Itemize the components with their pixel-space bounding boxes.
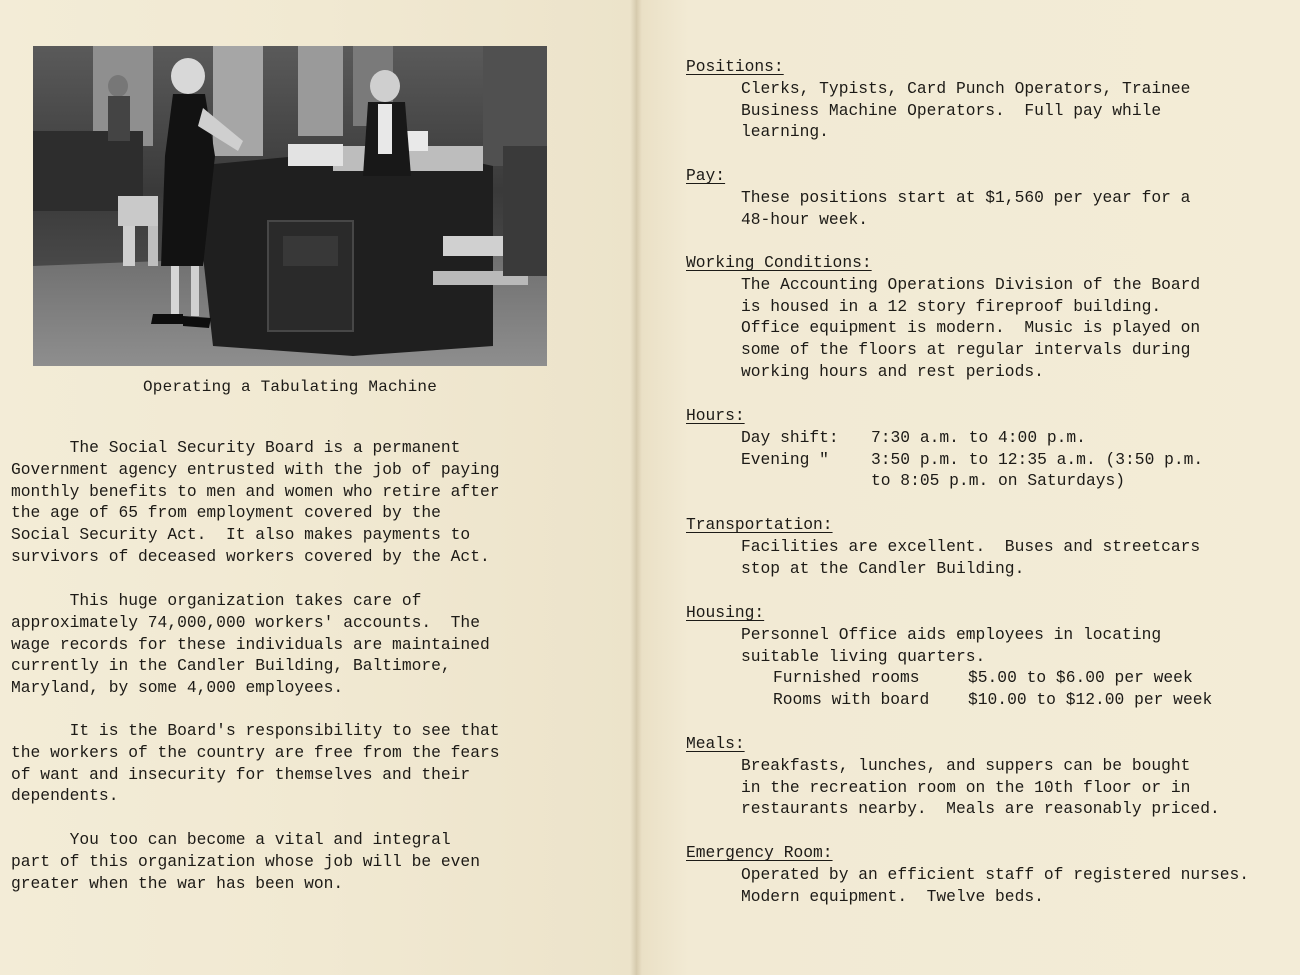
pay-text: These positions start at $1,560 per year for a 48-hour week. xyxy=(741,187,1191,229)
pay-heading: Pay: xyxy=(686,166,726,185)
furnished-rooms-rate: $5.00 to $6.00 per week xyxy=(968,668,1193,688)
housing-text: Personnel Office aids employees in locating suitable living quarters. xyxy=(741,624,1162,666)
center-fold xyxy=(630,0,642,975)
working-conditions-heading: Working Conditions: xyxy=(686,253,872,272)
housing-section xyxy=(686,602,1296,711)
positions-text: Clerks, Typists, Card Punch Operators, Trainee Business Machine Operators. Full pay while learning. xyxy=(741,78,1191,142)
left-page xyxy=(0,0,636,975)
housing-rates xyxy=(773,667,1296,711)
rooms-with-board-rate: $10.00 to $12.00 per week xyxy=(968,690,1213,710)
working-conditions-section xyxy=(686,252,1296,383)
positions-section xyxy=(686,56,1296,143)
tabulating-machine-photo xyxy=(33,46,547,366)
furnished-rooms-label: Furnished rooms xyxy=(773,668,920,688)
organization-paragraph: This huge organization takes care of approximately 74,000,000 workers' accounts. The wage records for these individuals are maintained currently in the Candler Building, Baltimore, Maryland, by some 4,000 employees. xyxy=(11,591,490,698)
transportation-section xyxy=(686,514,1296,579)
positions-heading: Positions: xyxy=(686,57,784,76)
hours-section xyxy=(686,405,1296,492)
day-shift-label: Day shift: xyxy=(741,427,839,447)
evening-shift-value: 3:50 p.m. to 12:35 a.m. (3:50 p.m. to 8:05 p.m. on Saturdays) xyxy=(871,449,1204,491)
working-conditions-text: The Accounting Operations Division of the Board is housed in a 12 story fireproof building. Office equipment is modern. Music is played on some of the floors at regular intervals during working hours and rest periods. xyxy=(741,274,1201,381)
emergency-room-section xyxy=(686,842,1296,907)
evening-shift-label: Evening " xyxy=(741,449,829,469)
hours-table xyxy=(741,427,1296,492)
housing-heading: Housing: xyxy=(686,603,765,622)
intro-paragraph: The Social Security Board is a permanent Government agency entrusted with the job of paying monthly benefits to men and women who retire after the age of 65 from employment covered by the Social Security Act. It also makes payments to survivors of deceased workers covered by the Act. xyxy=(11,438,500,566)
meals-text: Breakfasts, lunches, and suppers can be bought in the recreation room on the 10th floor or in restaurants nearby. Meals are reasonably priced. xyxy=(741,755,1220,819)
pay-section xyxy=(686,165,1296,230)
meals-heading: Meals: xyxy=(686,734,745,753)
invitation-paragraph: You too can become a vital and integral part of this organization whose job will be even greater when the war has been won. xyxy=(11,830,480,893)
hours-heading: Hours: xyxy=(686,406,745,425)
emergency-room-heading: Emergency Room: xyxy=(686,843,833,862)
responsibility-paragraph: It is the Board's responsibility to see that the workers of the country are free from the fears of want and insecurity for themselves and their dependents. xyxy=(11,721,500,806)
transportation-heading: Transportation: xyxy=(686,515,833,534)
rooms-with-board-label: Rooms with board xyxy=(773,690,930,710)
meals-section xyxy=(686,733,1296,820)
day-shift-value: 7:30 a.m. to 4:00 p.m. xyxy=(871,427,1086,447)
transportation-text: Facilities are excellent. Buses and streetcars stop at the Candler Building. xyxy=(741,536,1201,578)
emergency-room-text: Operated by an efficient staff of registered nurses. Modern equipment. Twelve beds. xyxy=(741,864,1250,906)
photo-caption: Operating a Tabulating Machine xyxy=(142,378,438,396)
